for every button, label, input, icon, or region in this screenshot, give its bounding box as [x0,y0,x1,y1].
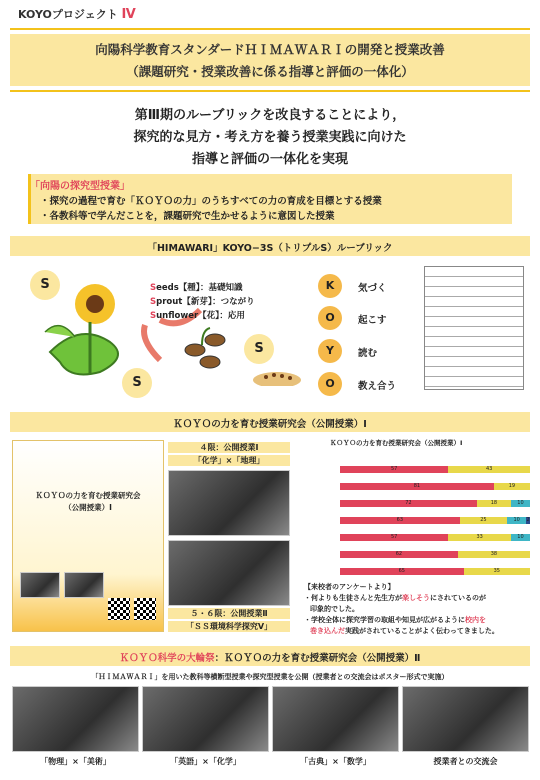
title-top-line [10,28,530,30]
chart-bar-segment: 65 [340,568,464,575]
qr-code-icon [108,598,130,620]
period4-label: ４限：公開授業Ⅰ [168,442,290,453]
chart-bar-segment: 10 [511,500,530,507]
koyo-word-y: 読む [358,348,378,359]
flyer-title: ＫＯＹＯの力を育む授業研究会 [35,491,141,500]
survey-line-2: 印象的でした。 [310,605,359,613]
chart-plot [296,450,532,574]
inquiry-bullet-2: ・各教科等で学んだことを，課題研究で生かせるように意図した授業 [40,211,335,222]
study2-caption-3: 「古典」×「数学」 [300,757,371,766]
s-badge-bottom: S [122,368,152,398]
rubric-table-thumbnail [424,266,524,390]
period56-label: ５・６限：公開授業Ⅱ [168,608,290,619]
study2-photo-3 [272,686,399,752]
period56-subjects: 「ＳＳ環境科学探究Ⅴ」 [168,621,290,632]
survey-line-1: ・何よりも生徒さんと先生方が楽しそうにされているのが [304,594,486,602]
s-item-seeds: Seeds【種】：基礎知識 [150,283,243,293]
intro-line-1: 第Ⅲ期のルーブリックを改良することにより， [134,108,406,123]
flyer-photo-2 [64,572,104,598]
koyo-badge-y: Y [318,339,342,363]
koyo-word-o2: 教え合う [358,381,397,392]
chart-bar-row [340,534,530,541]
study2-photo-1 [12,686,139,752]
chart-bar-segment: 57 [340,466,448,473]
s-item-sunflower: Sunflower【花】：応用 [150,311,245,321]
chart-bar-segment: 19 [494,483,530,490]
survey-heading: 【来校者のアンケートより】 [304,583,395,591]
chart-bar-segment: 33 [448,534,511,541]
sunflower-icon [45,284,118,374]
koyo-word-k: 気づく [358,283,387,294]
koyo-word-o1: 起こす [358,315,387,326]
chart-bar-row [340,517,530,524]
seeds-icon [252,360,302,386]
flyer-subtitle: （公開授業）Ⅰ [64,503,112,512]
s-item-sprout: Sprout【新芽】：つながり [150,297,255,307]
chart-bar-segment: 35 [464,568,531,575]
chart-bar-row [340,568,530,575]
study2-caption-4: 授業者との交流会 [433,757,498,766]
study2-caption-1: 「物理」×「美術」 [40,757,111,766]
title-bottom-line [10,90,530,92]
study2-subtitle: 「ＨＩＭＡＷＡＲＩ」を用いた教科等横断型授業や探究型授業を公開（授業者との交流会はポスター形式で実施） [91,673,449,681]
chart-bar-segment: 10 [507,517,526,524]
sunflower-illustration [40,282,140,382]
chart-bar-row [340,551,530,558]
chart-bar-segment: 25 [460,517,508,524]
study2-heading: ＫＯＹＯ科学の大輪祭：ＫＯＹＯの力を育む授業研究会（公開授業）Ⅱ [119,653,421,664]
s-badge-right: S [244,334,274,364]
rubric-heading: 「HIMAWARI」KOYO−3S（トリプルS）ルーブリック [147,243,393,254]
chart-bar-row [340,483,530,490]
chart-bar-segment: 62 [340,551,458,558]
study1-heading: ＫＯＹＯの力を育む授業研究会（公開授業）Ⅰ [173,419,367,430]
koyo-badge-k: K [318,274,342,298]
chart-bar-segment: 63 [340,517,460,524]
period56-photo [168,540,290,606]
seed-sprout-icon [185,328,225,368]
chart-bar-row [340,466,530,473]
s-badge-top: S [30,270,60,300]
inquiry-bullet-1: ・探究の過程で育む「ＫＯＹＯの力」のうちすべての力の育成を目標とする授業 [40,196,382,207]
intro-line-3: 指導と評価の一体化を実現 [191,152,348,167]
qr-code-icon-2 [134,598,156,620]
flyer-photo-1 [20,572,60,598]
period4-photo [168,470,290,536]
koyo-badge-o1: O [318,306,342,330]
chart-bar-segment: 43 [448,466,530,473]
chart-bar-segment: 57 [340,534,448,541]
page-subtitle: （課題研究・授業改善に係る指導と評価の一体化） [126,64,414,79]
study2-caption-2: 「英語」×「化学」 [170,757,241,766]
chart-bar-segment: 2 [526,517,530,523]
inquiry-heading: 「向陽の探究型授業」 [30,181,130,192]
page-title: 向陽科学教育スタンダードＨＩＭＡＷＡＲＩの開発と授業改善 [95,42,445,57]
chart-bar-segment: 38 [458,551,530,558]
intro-line-2: 探究的な見方・考え方を養う授業実践に向けた [133,130,407,145]
chart-bar-segment: 72 [340,500,477,507]
study2-photo-2 [142,686,269,752]
chart-bar-segment: 10 [511,534,530,541]
koyo-badge-o2: O [318,372,342,396]
chart-bar-segment: 81 [340,483,494,490]
study2-photo-4 [402,686,529,752]
survey-line-3: ・学校全体に探究学習の取組や知見が広がるように校内を [304,616,486,624]
chart-bar-row [340,500,530,507]
project-label: KOYOプロジェクト Ⅳ [18,7,136,22]
survey-line-4: 巻き込んだ実践がされていることがよく伝わってきました。 [310,627,499,635]
chart-title: ＫＯＹＯの力を育む授業研究会（公開授業）Ⅰ [330,439,463,447]
chart-bar-segment: 18 [477,500,511,507]
period4-subjects: 「化学」×「地理」 [168,455,290,466]
